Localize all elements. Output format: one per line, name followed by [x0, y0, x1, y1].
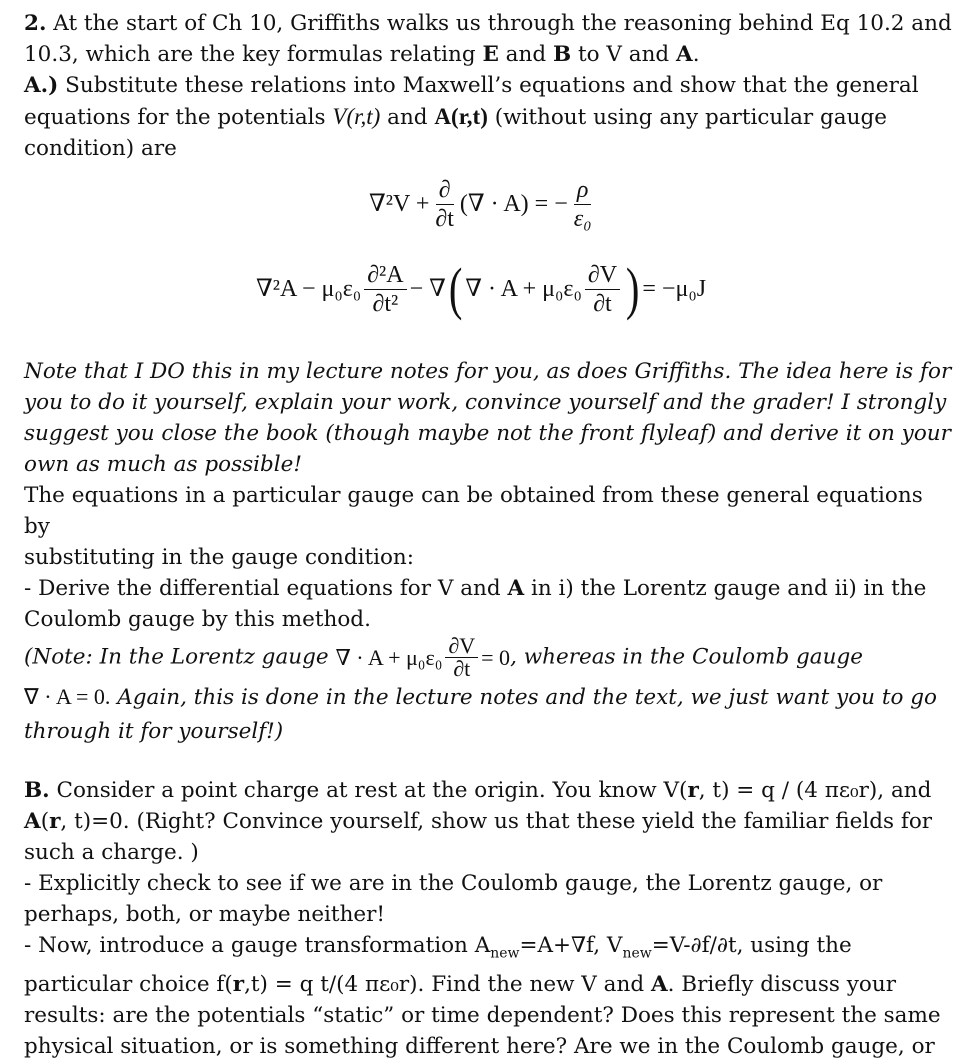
- section-spacer: [24, 749, 954, 775]
- eq1-paren: (∇ · A) = −: [459, 191, 568, 217]
- coulomb-condition: ∇ · A = 0.: [24, 684, 111, 709]
- derive-line-2: Coulomb gauge by this method.: [24, 607, 371, 632]
- paren-note-post: , whereas in the Coulomb gauge: [510, 644, 863, 670]
- part-b-line-1: Consider a point charge at rest at the origin. You know V(: [49, 778, 688, 803]
- equation-1: [369, 176, 598, 233]
- eq2-rhs: = −μ₀J: [642, 275, 707, 302]
- paren-note: [24, 635, 954, 749]
- lorentz-condition: [335, 635, 510, 680]
- part-b-A: A: [24, 809, 41, 834]
- note-italic: [24, 356, 954, 480]
- lorentz-num: ∂V: [445, 635, 478, 658]
- eq2-inner-den: ∂t: [593, 290, 612, 317]
- eq1-lhs: ∇²V +: [369, 191, 430, 217]
- paren-note-pre: (Note: In the Lorentz gauge: [24, 644, 336, 670]
- part-b-r: r: [687, 778, 699, 803]
- intro-line-2: 10.3, which are the key formulas relating: [24, 42, 483, 67]
- and-text: and: [498, 42, 553, 67]
- gauge-line-1: The equations in a particular gauge can be obtained from these general equations by: [24, 483, 923, 539]
- eq1-rhs-fraction: [571, 176, 595, 233]
- eq1-fraction: [432, 176, 457, 233]
- transform-line-1: - Now, introduce a gauge transformation A: [24, 933, 491, 958]
- eq1-num: ∂: [436, 176, 454, 205]
- lorentz-lhs: ∇ · A + μ₀ε₀: [335, 644, 443, 670]
- paren-note-end-1: Again, this is done in the lecture notes and the text, we just want you to go: [110, 685, 937, 710]
- choice-mid: ,t) = q t/(4 πε₀r). Find the new V and: [244, 972, 651, 998]
- and-word: and: [380, 105, 435, 130]
- symbol-A: A: [676, 42, 693, 67]
- equation-block: [24, 164, 954, 356]
- homework-page: [24, 8, 954, 1062]
- results-line: results: are the potentials “static” or time dependent? Does this represent the same: [24, 1003, 941, 1029]
- part-a-line-3: condition) are: [24, 136, 177, 161]
- a-rt: A(r,t): [434, 104, 488, 129]
- choice-pre: particular choice f(: [24, 972, 233, 998]
- note-line-2: you to do it yourself, explain your work, convince yourself and the grader! I strongly: [24, 390, 947, 415]
- transform-post: =V-∂f/∂t, using the: [651, 933, 852, 958]
- eq2-inner-num: ∂V: [585, 261, 620, 290]
- note-line-4: own as much as possible!: [24, 452, 303, 477]
- check-line-1: - Explicitly check to see if we are in the Coulomb gauge, the Lorentz gauge, or: [24, 871, 883, 896]
- part-a-line-1: Substitute these relations into Maxwell’s equations and show that the general: [58, 73, 919, 98]
- part-b-label: B.: [24, 778, 50, 803]
- paren-note-end-2: through it for yourself!): [24, 719, 284, 744]
- part-a-line-2: equations for the potentials: [24, 105, 333, 130]
- gauge-line-2: substituting in the gauge condition:: [24, 545, 415, 570]
- part-b-line-2: , t)=0. (Right? Convince yourself, show us that these yield the familiar fields for: [60, 809, 933, 834]
- physical-line: physical situation, or is something different here? Are we in the Coulomb gauge, or: [24, 1034, 935, 1060]
- intro-line-2-post: to V and: [571, 42, 677, 67]
- eq1-den: ∂t: [435, 206, 454, 232]
- eq2-inner-fraction: [585, 261, 620, 318]
- equation-2: [256, 256, 707, 321]
- choice-A: A: [650, 972, 668, 998]
- choice-post: . Briefly discuss your: [667, 972, 896, 998]
- part-a-label: A.): [24, 73, 59, 98]
- transform-mid: =A+∇f, V: [519, 933, 623, 958]
- eq2-den: ∂t²: [372, 290, 399, 317]
- part-b-line-3: such a charge. ): [24, 840, 199, 865]
- part-b: B. Consider a point charge at rest at the origin. You know V(r, t) = q / (4 πε₀r), and A(r, t)=0. (Right? Convince yourself, show us that these yield the familiar fields for such a charge. ) - Explicitly check to see if we are in the Coulomb gauge, the Lorentz gauge, or perhaps, both, or maybe neither! - Now, introduce a gauge transformation $A_{new}=A+\nabla f$, $V_{new}=V-\partial f/\partial t$, using the particular choice f(r,t) = q t/(4 πε₀r). Find the new V and A. Briefly discuss your results: are the potentials “static” or time dependent? Does this represent the same physical situation, or is something different here? Are we in the Coulomb gauge, or: [24, 778, 941, 1060]
- eq1-rhs-den: ε₀: [573, 206, 592, 232]
- lorentz-rhs: = 0: [481, 644, 511, 670]
- intro-line-1: At the start of Ch 10, Griffiths walks us through the reasoning behind Eq 10.2 and: [53, 11, 952, 36]
- eq2-fraction: [364, 261, 406, 318]
- eq2-inner: ∇ · A + μ₀ε₀: [465, 275, 582, 302]
- eq2-num: ∂²A: [364, 261, 406, 290]
- part-a-line-2-post: (without using any particular gauge: [487, 105, 887, 130]
- derive-A: A: [507, 576, 525, 601]
- period: .: [692, 42, 700, 67]
- part-b-line-1-post: , t) = q / (4 πε₀r), and: [698, 778, 932, 803]
- eq2-mid: − ∇: [409, 275, 446, 302]
- left-paren-icon: (: [448, 256, 463, 321]
- eq2-lhs: ∇²A − μ₀ε₀: [256, 275, 362, 302]
- right-paren-icon: ): [625, 256, 640, 321]
- part-b-r2: r: [49, 809, 61, 834]
- gauge-paragraph: [24, 480, 954, 635]
- note-line-1: Note that I DO this in my lecture notes for you, as does Griffiths. The idea here is for: [24, 359, 952, 384]
- derive-line-1: - Derive the differential equations for V and: [24, 576, 508, 601]
- lorentz-den: ∂t: [453, 656, 471, 681]
- symbol-E: E: [482, 42, 499, 67]
- problem-number: 2.: [24, 11, 47, 36]
- new-subscript-v: new: [622, 945, 652, 962]
- eq1-rhs-num: ρ: [574, 176, 592, 205]
- check-line-2: perhaps, both, or maybe neither!: [24, 902, 386, 927]
- choice-r: r: [232, 972, 245, 998]
- note-line-3: suggest you close the book (though maybe not the front flyleaf) and derive it on your: [24, 421, 951, 446]
- new-subscript-a: new: [490, 945, 520, 962]
- problem-intro: [24, 8, 954, 164]
- lorentz-fraction: [445, 635, 478, 680]
- derive-line-1-post: in i) the Lorentz gauge and ii) in the: [524, 576, 927, 601]
- v-rt: V(r,t): [332, 104, 381, 129]
- symbol-B: B: [552, 42, 572, 67]
